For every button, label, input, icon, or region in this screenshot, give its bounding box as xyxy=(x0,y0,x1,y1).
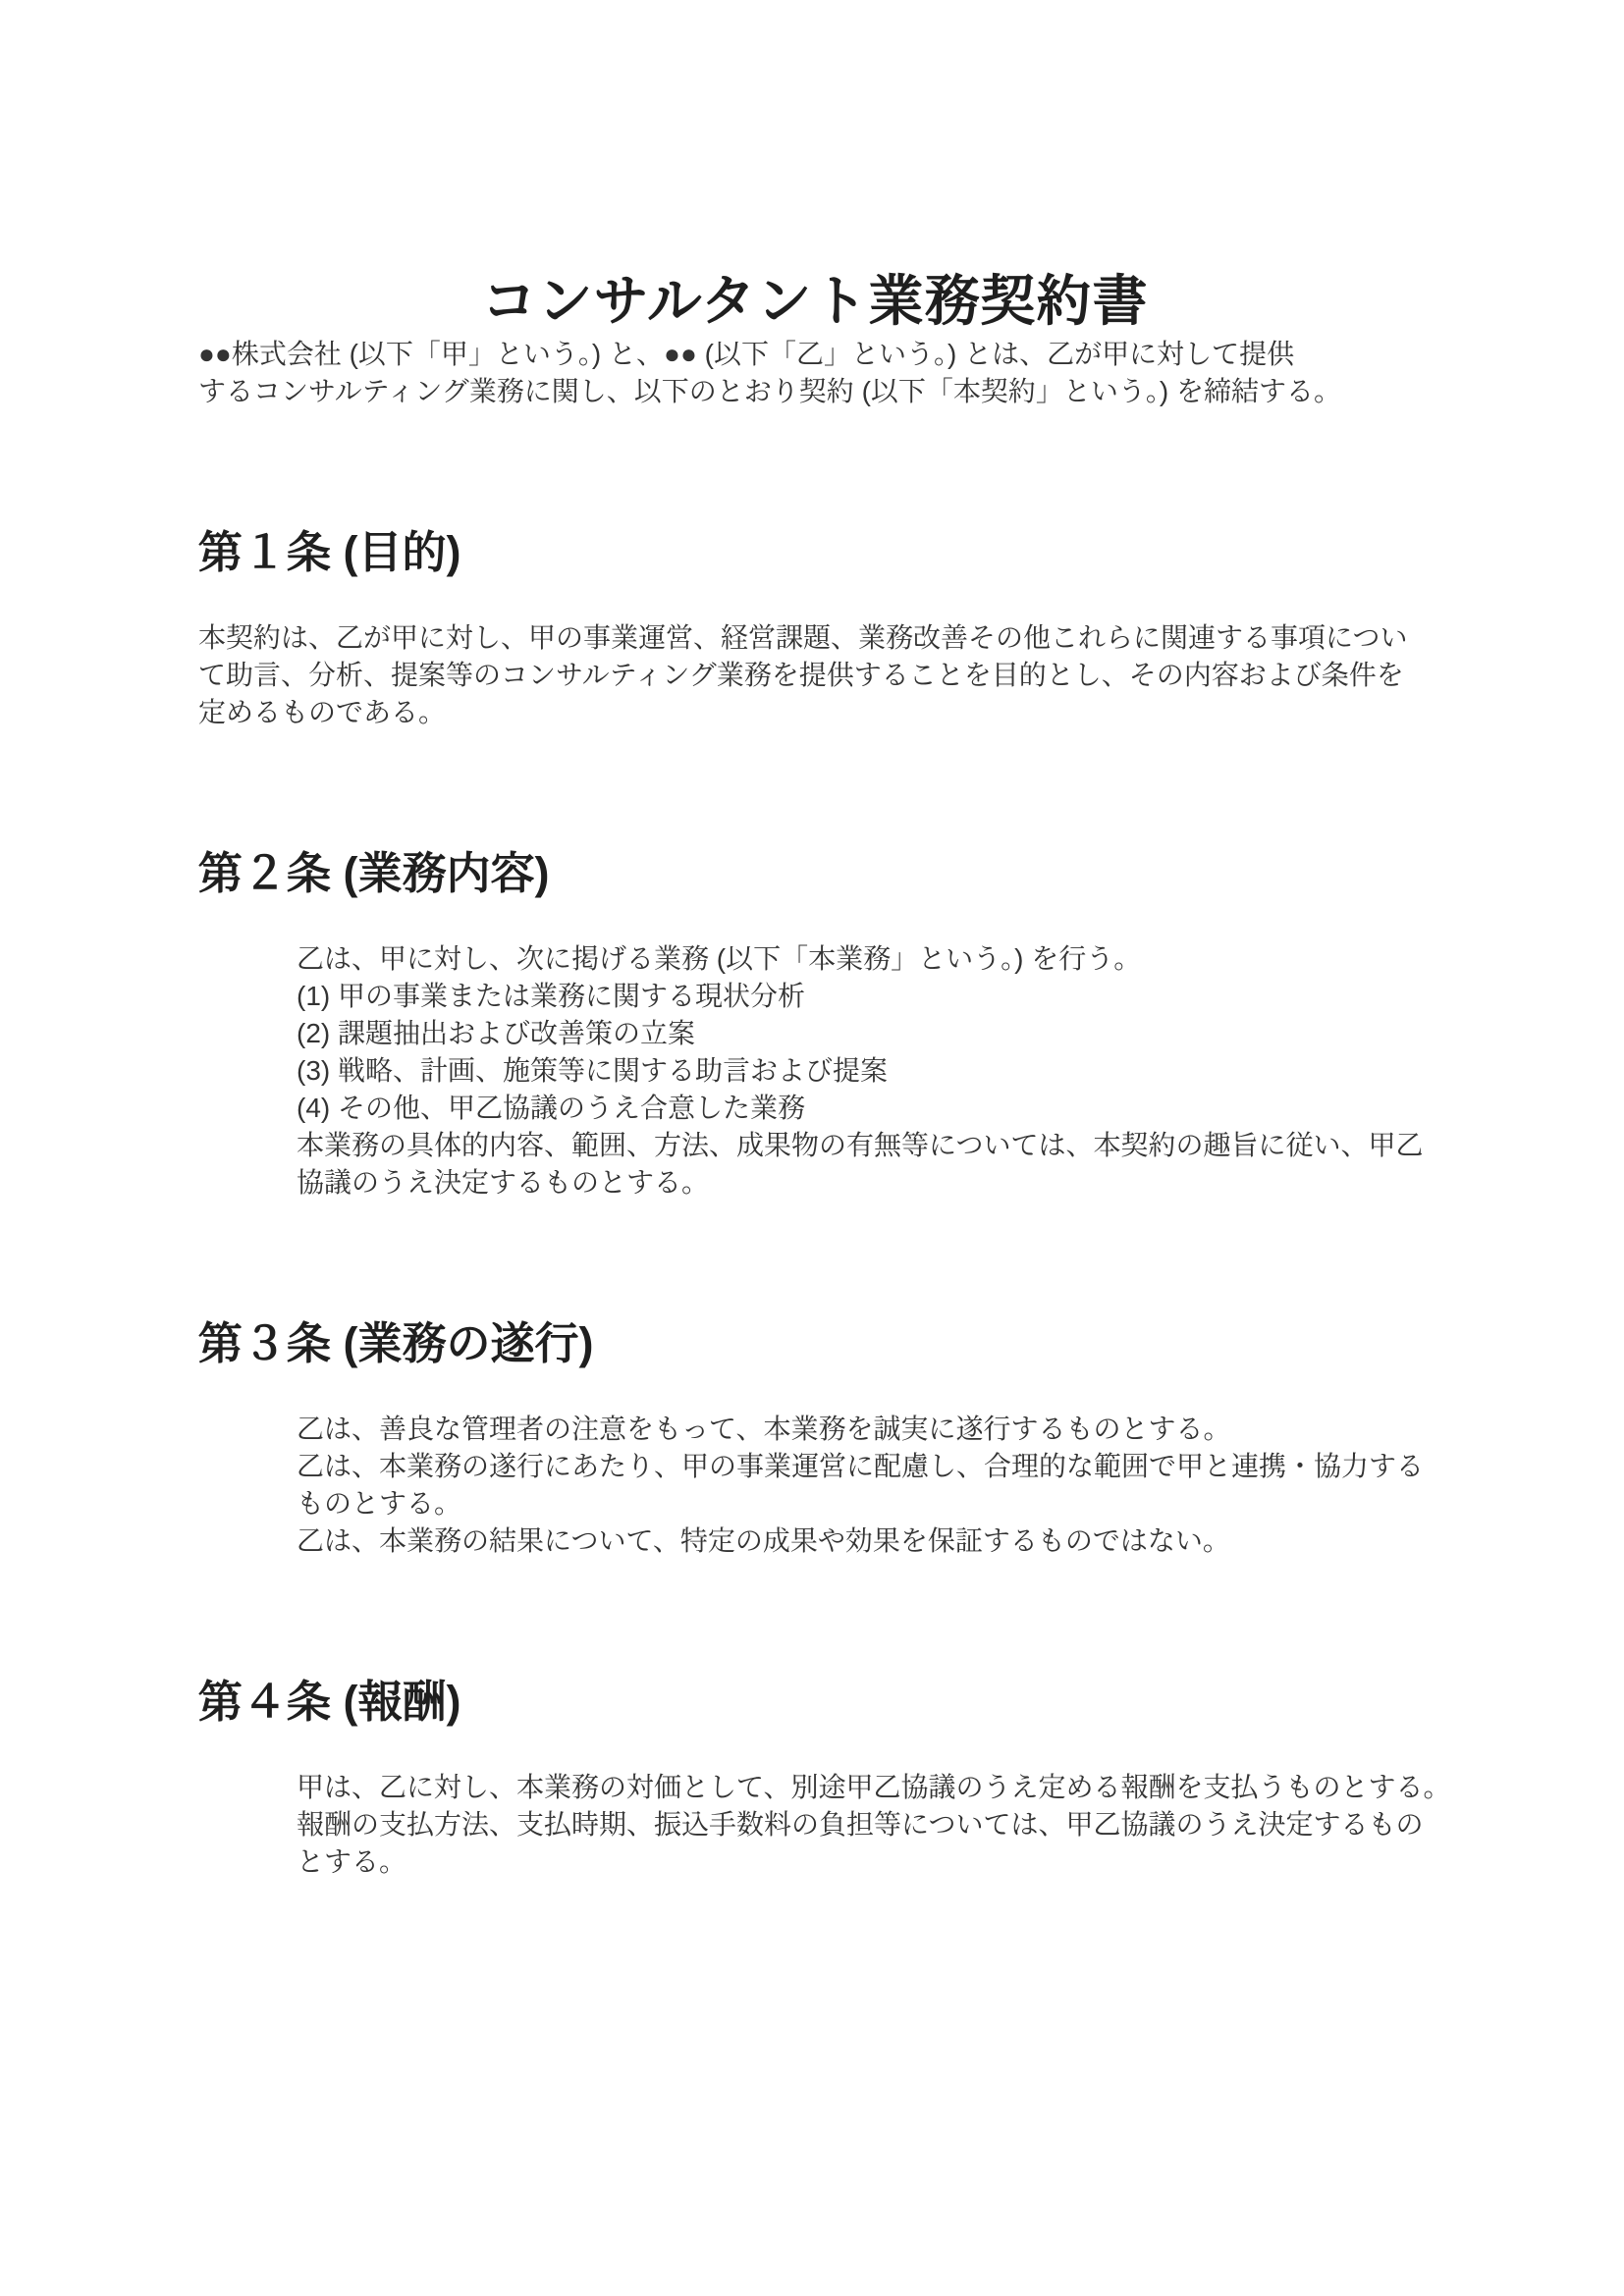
article-line: 甲は、乙に対し、本業務の対価として、別途甲乙協議のうえ定める報酬を支払うものとする。 xyxy=(297,1772,1451,1802)
page-title: コンサルタント業務契約書 xyxy=(481,270,1149,332)
intro-paragraph xyxy=(198,336,1432,410)
intro-line: するコンサルティング業務に関し、以下のとおり契約 (以下「本契約」という。) を締結する。 xyxy=(198,376,1342,406)
list-item: (2) 課題抽出および改善策の立案 xyxy=(297,1018,696,1048)
article-line: 乙は、本業務の遂行にあたり、甲の事業運営に配慮し、合理的な範囲で甲と連携・協力する xyxy=(297,1451,1425,1481)
article-4-body xyxy=(198,1769,1451,1881)
article-section-3 xyxy=(198,1317,1432,1560)
article-3-body xyxy=(198,1411,1432,1560)
article-line: 乙は、甲に対し、次に掲げる業務 (以下「本業務」という。) を行う。 xyxy=(297,943,1142,974)
article-line: 本業務の具体的内容、範囲、方法、成果物の有無等については、本契約の趣旨に従い、甲乙 xyxy=(297,1130,1424,1160)
article-section-1 xyxy=(198,526,1432,731)
article-line: 本契約は、乙が甲に対し、甲の事業運営、経営課題、業務改善その他これらに関連する事項につい xyxy=(198,622,1408,653)
article-line: 乙は、善良な管理者の注意をもって、本業務を誠実に遂行するものとする。 xyxy=(297,1414,1231,1444)
article-line: ものとする。 xyxy=(297,1488,462,1519)
article-section-4 xyxy=(198,1676,1451,1881)
article-1-body xyxy=(198,619,1432,731)
list-item: (3) 戦略、計画、施策等に関する助言および提案 xyxy=(297,1055,889,1086)
intro-line: ●●株式会社 (以下「甲」という。) と、●● (以下「乙」という。) とは、乙が甲に対して提供 xyxy=(198,339,1295,369)
list-item: (4) その他、甲乙協議のうえ合意した業務 xyxy=(297,1093,806,1123)
article-2-body xyxy=(198,940,1432,1201)
article-3-heading: 第３条 (業務の遂行) xyxy=(198,1318,594,1368)
article-2-heading: 第２条 (業務内容) xyxy=(198,848,550,898)
article-line: て助言、分析、提案等のコンサルティング業務を提供することを目的とし、その内容および条件を xyxy=(198,660,1404,690)
article-line: とする。 xyxy=(297,1846,407,1877)
article-line: 乙は、本業務の結果について、特定の成果や効果を保証するものではない。 xyxy=(297,1525,1230,1556)
article-line: 定めるものである。 xyxy=(198,697,447,727)
article-line: 協議のうえ決定するものとする。 xyxy=(297,1167,710,1198)
article-4-heading: 第４条 (報酬) xyxy=(198,1677,461,1727)
article-1-heading: 第１条 (目的) xyxy=(198,527,461,577)
article-section-2 xyxy=(198,847,1432,1201)
list-item: (1) 甲の事業または業務に関する現状分析 xyxy=(297,981,806,1011)
article-line: 報酬の支払方法、支払時期、振込手数料の負担等については、甲乙協議のうえ決定するもの xyxy=(297,1809,1424,1840)
